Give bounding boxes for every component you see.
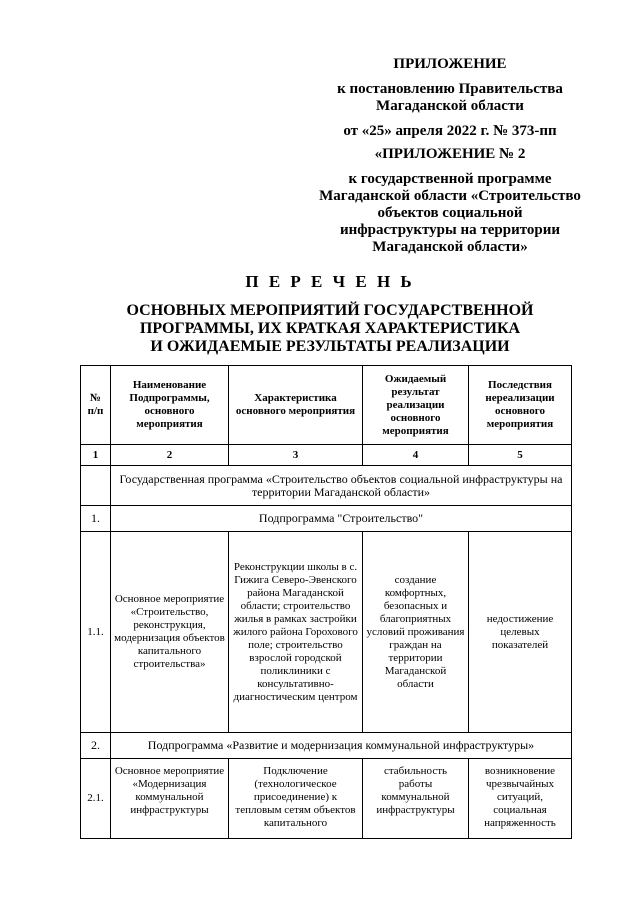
measure-result: создание комфортных, безопасных и благоприятных условий проживания граждан на территории Магаданской области bbox=[363, 532, 469, 733]
heading-subtitle-line: ОСНОВНЫХ МЕРОПРИЯТИЙ ГОСУДАРСТВЕННОЙ bbox=[126, 302, 534, 319]
header-cell: Наименование Подпрограммы, основного мероприятия bbox=[111, 366, 229, 445]
column-number: 4 bbox=[363, 445, 469, 466]
measure-name: Основное мероприятие «Модернизация коммунальной инфраструктуры bbox=[111, 759, 229, 839]
row-number: 1.1. bbox=[81, 532, 111, 733]
row-number: 2.1. bbox=[81, 759, 111, 839]
appendix2-line: к государственной программе bbox=[348, 171, 552, 187]
appendix2-line: инфраструктуры на территории bbox=[339, 222, 561, 238]
appendix2-block bbox=[300, 146, 600, 256]
heading-subtitle-line: И ОЖИДАЕМЫЕ РЕЗУЛЬТАТЫ РЕАЛИЗАЦИИ bbox=[150, 338, 510, 355]
row-number: 2. bbox=[81, 733, 111, 759]
program-row bbox=[81, 466, 572, 506]
column-number: 5 bbox=[469, 445, 572, 466]
appendix-block bbox=[300, 56, 600, 140]
subprogram-row bbox=[81, 506, 572, 532]
row-number: 1. bbox=[81, 506, 111, 532]
appendix-date: от «25» апреля 2022 г. № 373-пп bbox=[343, 123, 557, 139]
table-row bbox=[81, 532, 572, 733]
header-cell: Характеристика основного мероприятия bbox=[229, 366, 363, 445]
measure-name: Основное мероприятие «Строительство, реконструкция, модернизация объектов капитального строительства» bbox=[111, 532, 229, 733]
header-cell: Ожидаемый результат реализации основного мероприятия bbox=[363, 366, 469, 445]
measure-consequence: возникновение чрезвычайных ситуаций, социальная напряженность bbox=[469, 759, 572, 839]
document-heading bbox=[0, 272, 640, 356]
heading-subtitle-line: ПРОГРАММЫ, ИХ КРАТКАЯ ХАРАКТЕРИСТИКА bbox=[139, 320, 521, 337]
column-number-row bbox=[81, 445, 572, 466]
subprogram-title: Подпрограмма «Развитие и модернизация коммунальной инфраструктуры» bbox=[111, 733, 572, 759]
table-row bbox=[81, 759, 572, 839]
measure-result: стабильность работы коммунальной инфраструктуры bbox=[363, 759, 469, 839]
measure-characteristic: Реконструкции школы в с. Гижига Северо-Эвенского района Магаданской области; строительство жилья в рамках застройки жилого района Горохового поле; строительство взрослой городской поликлиники с консультативно-диагностическим центром bbox=[229, 532, 363, 733]
appendix2-line: объектов социальной bbox=[377, 205, 523, 221]
measures-table bbox=[80, 365, 572, 839]
column-number: 2 bbox=[111, 445, 229, 466]
appendix2-line: Магаданской области «Строительство bbox=[319, 188, 581, 204]
column-number: 3 bbox=[229, 445, 363, 466]
measure-consequence: недостижение целевых показателей bbox=[469, 532, 572, 733]
header-cell: Последствия нереализации основного мероприятия bbox=[469, 366, 572, 445]
appendix-title: ПРИЛОЖЕНИЕ bbox=[393, 56, 507, 72]
subprogram-title: Подпрограмма "Строительство" bbox=[111, 506, 572, 532]
measure-characteristic: Подключение (технологическое присоединение) к тепловым сетям объектов капитального bbox=[229, 759, 363, 839]
appendix-line: к постановлению Правительства bbox=[337, 81, 563, 97]
heading-title: П Е Р Е Ч Е Н Ь bbox=[245, 272, 415, 291]
appendix2-line: Магаданской области» bbox=[372, 239, 528, 255]
program-title: Государственная программа «Строительство объектов социальной инфраструктуры на территории Магаданской области» bbox=[111, 466, 572, 506]
appendix-line: Магаданской области bbox=[376, 98, 524, 114]
appendix2-title: «ПРИЛОЖЕНИЕ № 2 bbox=[374, 146, 526, 162]
table-header-row bbox=[81, 366, 572, 445]
header-cell: № п/п bbox=[81, 366, 111, 445]
subprogram-row bbox=[81, 733, 572, 759]
column-number: 1 bbox=[81, 445, 111, 466]
